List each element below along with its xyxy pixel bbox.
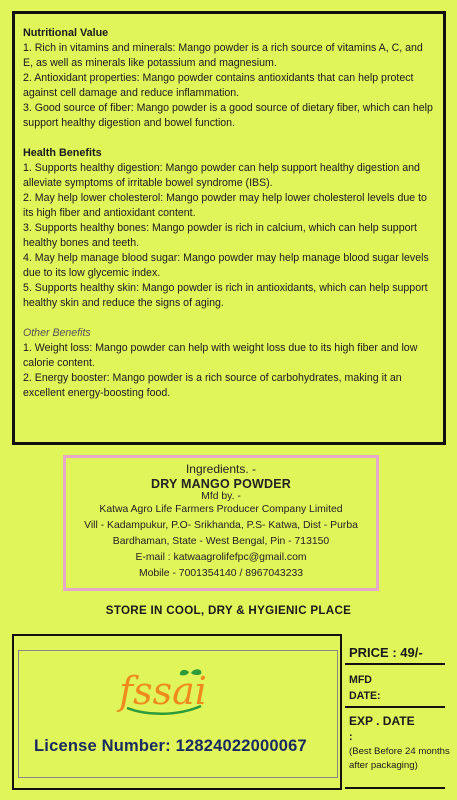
health-item: 3. Supports healthy bones: Mango powder is rich in calcium, which can help support healthy bones and teeth. <box>23 222 417 249</box>
address-line: Bardhaman, State - West Bengal, Pin - 713150 <box>112 536 330 547</box>
nutritional-item: 2. Antioxidant properties: Mango powder contains antioxidants that can help protect against cell damage and reduce inflammation. <box>23 72 414 99</box>
nutritional-item: 1. Rich in vitamins and minerals: Mango powder is a rich source of vitamins A, C, and E, as well as minerals like potassium and magnesium. <box>23 42 423 69</box>
divider <box>345 663 445 665</box>
health-title: Health Benefits <box>23 147 102 159</box>
fssai-logo-text: fssai <box>119 669 207 713</box>
ingredients-label: Ingredients. - <box>185 462 257 476</box>
nutritional-title: Nutritional Value <box>23 27 109 39</box>
health-item: 2. May help lower cholesterol: Mango powder may help lower cholesterol levels due to its high fiber and antioxidant content. <box>23 192 427 219</box>
mobile-line: Mobile - 7001354140 / 8967043233 <box>138 568 304 579</box>
mfd-date-label: DATE: <box>349 690 381 702</box>
best-before-note: (Best Before 24 months after packaging) <box>349 746 450 771</box>
fssai-logo <box>113 662 213 722</box>
price-label: PRICE : 49/- <box>349 645 423 660</box>
exp-date-label: EXP . DATE <box>349 714 415 728</box>
exp-date-colon: : <box>349 731 353 743</box>
mfd-date-block <box>349 672 457 704</box>
other-section <box>23 326 435 401</box>
product-name: DRY MANGO POWDER <box>150 477 291 491</box>
health-section <box>23 146 435 311</box>
health-item: 5. Supports healthy skin: Mango powder is rich in antioxidants, which can help support healthy skin and reduce the signs of aging. <box>23 282 428 309</box>
health-item: 1. Supports healthy digestion: Mango powder can help support healthy digestion and alleviate symptoms of irritable bowel syndrome (IBS). <box>23 162 420 189</box>
divider <box>345 706 445 708</box>
email-line: E-mail : katwaagrolifefpc@gmail.com <box>135 552 307 563</box>
address-line: Vill - Kadampukur, P.O- Srikhanda, P.S- Katwa, Dist - Purba <box>84 520 358 531</box>
license-number: License Number: 12824022000067 <box>34 737 307 755</box>
exp-date-block <box>349 713 457 773</box>
company-name: Katwa Agro Life Farmers Producer Company Limited <box>99 504 343 515</box>
divider <box>345 787 445 789</box>
other-title: Other Benefits <box>23 327 91 339</box>
other-item: 1. Weight loss: Mango powder can help with weight loss due to its high fiber and low calorie content. <box>23 342 418 369</box>
storage-instruction: STORE IN COOL, DRY & HYGIENIC PLACE <box>105 604 352 617</box>
benefits-panel <box>12 11 446 445</box>
mfd-by-label: Mfd by. - <box>201 491 241 502</box>
nutritional-item: 3. Good source of fiber: Mango powder is a good source of dietary fiber, which can help support healthy digestion and bowel function. <box>23 102 433 129</box>
pricing-column <box>349 645 457 660</box>
nutritional-section <box>23 26 435 131</box>
ingredients-box <box>63 455 379 591</box>
other-item: 2. Energy booster: Mango powder is a rich source of carbohydrates, making it an excellent energy-boosting food. <box>23 372 402 399</box>
mfd-label: MFD <box>349 674 372 686</box>
health-item: 4. May help manage blood sugar: Mango powder may help manage blood sugar levels due to its low glycemic index. <box>23 252 429 279</box>
